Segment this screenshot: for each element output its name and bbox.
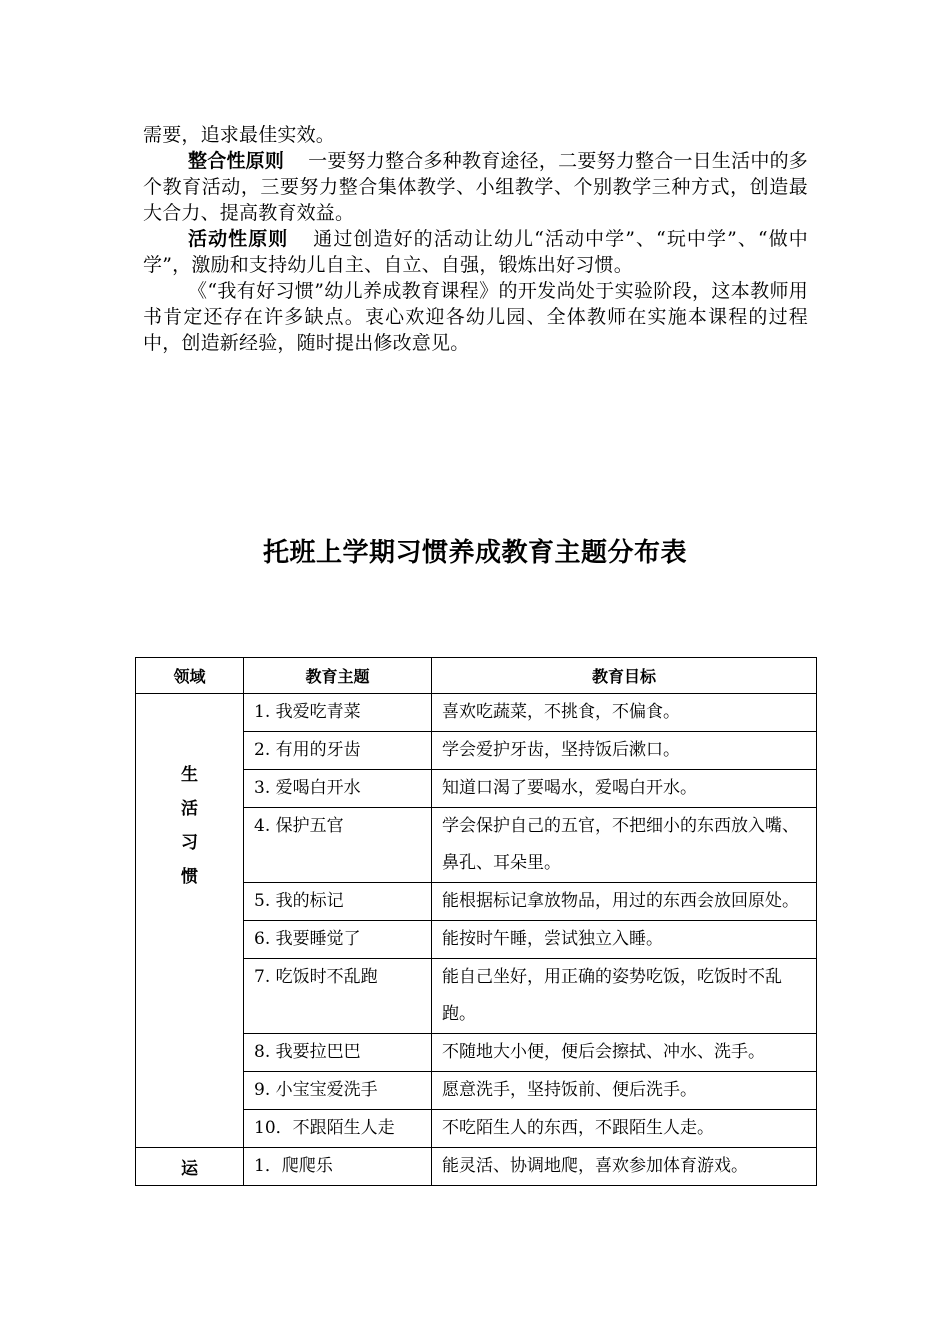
topic-cell: 3. 爱喝白开水 — [244, 770, 432, 808]
page-title: 托班上学期习惯养成教育主题分布表 — [262, 538, 687, 568]
header-domain: 领域 — [136, 658, 244, 694]
intro-paragraph-1: 需要，追求最佳实效。 — [143, 124, 336, 146]
intro-text — [143, 122, 808, 356]
topic-cell: 1. 我爱吃青菜 — [244, 694, 432, 732]
goal-cell: 学会保护自己的五官，不把细小的东西放入嘴、鼻孔、耳朵里。 — [432, 808, 817, 883]
goal-cell: 学会爱护牙齿，坚持饭后漱口。 — [432, 732, 817, 770]
header-goal: 教育目标 — [432, 658, 817, 694]
topic-cell: 2. 有用的牙齿 — [244, 732, 432, 770]
goal-cell: 知道口渴了要喝水，爱喝白开水。 — [432, 770, 817, 808]
goal-cell: 不吃陌生人的东西，不跟陌生人走。 — [432, 1110, 817, 1148]
topic-cell: 6. 我要睡觉了 — [244, 921, 432, 959]
goal-cell: 能灵活、协调地爬，喜欢参加体育游戏。 — [432, 1148, 817, 1186]
intro-paragraph-2 — [143, 148, 808, 226]
topic-cell: 9. 小宝宝爱洗手 — [244, 1072, 432, 1110]
principle-activity-label: 活动性原则 — [188, 228, 289, 250]
principle-integration-label: 整合性原则 — [188, 150, 285, 172]
goal-cell: 喜欢吃蔬菜，不挑食，不偏食。 — [432, 694, 817, 732]
domain-sports: 运 — [136, 1148, 244, 1186]
table-row — [136, 1148, 817, 1186]
principle-integration-text: 一要努力整合多种教育途径，二要努力整合一日生活中的多个教育活动，三要努力整合集体教学、小组教学、个别教学三种方式，创造最大合力、提高教育效益。 — [143, 150, 808, 224]
topic-cell: 4. 保护五官 — [244, 808, 432, 883]
goal-cell: 不随地大小便，便后会擦拭、冲水、洗手。 — [432, 1034, 817, 1072]
intro-paragraph-3 — [143, 226, 808, 278]
table-row — [136, 694, 817, 732]
topic-cell: 8. 我要拉巴巴 — [244, 1034, 432, 1072]
goal-cell: 能按时午睡，尝试独立入睡。 — [432, 921, 817, 959]
topic-cell: 5. 我的标记 — [244, 883, 432, 921]
principle-activity-text: 通过创造好的活动让幼儿“活动中学”、“玩中学”、“做中学”，激励和支持幼儿自主、自立、自强，锻炼出好习惯。 — [143, 228, 808, 276]
theme-table — [135, 657, 817, 1186]
intro-paragraph-4: 《“我有好习惯”幼儿养成教育课程》的开发尚处于实验阶段，这本教师用书肯定还存在许多缺点。衷心欢迎各幼儿园、全体教师在实施本课程的过程中，创造新经验，随时提出修改意见。 — [143, 280, 808, 354]
table-header-row — [136, 658, 817, 694]
topic-cell: 10．不跟陌生人走 — [244, 1110, 432, 1148]
topic-cell: 1．爬爬乐 — [244, 1148, 432, 1186]
goal-cell: 能根据标记拿放物品，用过的东西会放回原处。 — [432, 883, 817, 921]
header-topic: 教育主题 — [244, 658, 432, 694]
domain-life-habits: 生 活 习 惯 — [136, 694, 244, 1148]
goal-cell: 能自己坐好，用正确的姿势吃饭，吃饭时不乱跑。 — [432, 959, 817, 1034]
goal-cell: 愿意洗手，坚持饭前、便后洗手。 — [432, 1072, 817, 1110]
topic-cell: 7. 吃饭时不乱跑 — [244, 959, 432, 1034]
